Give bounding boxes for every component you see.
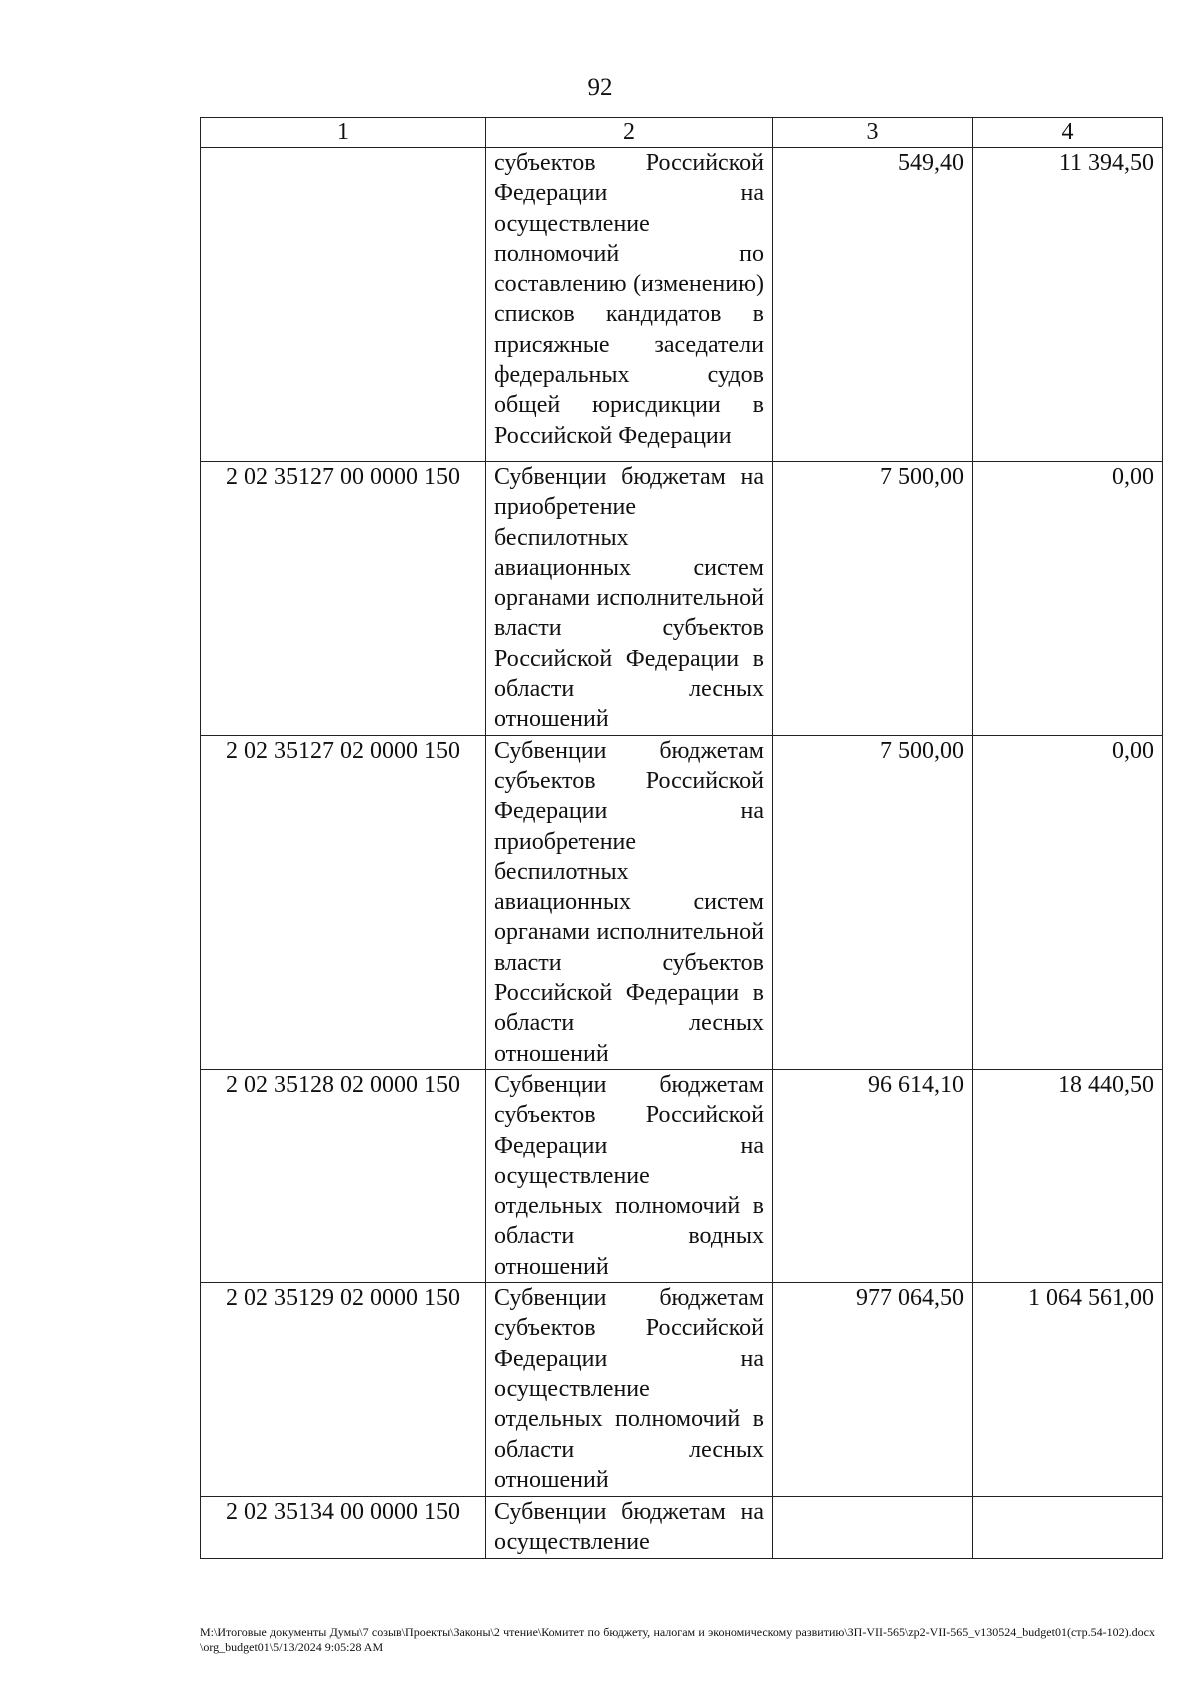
amount-col3: 7 500,00 — [773, 462, 973, 736]
income-description: субъектов Российской Федерации на осуществление полномочий по составлению (изменению) списков кандидатов в присяжные заседатели федеральных судов общей юрисдикции в Российской Федерации — [486, 148, 773, 462]
column-header-2: 2 — [486, 118, 773, 148]
amount-col4 — [973, 1497, 1163, 1559]
amount-col4: 0,00 — [973, 735, 1163, 1069]
amount-col3: 7 500,00 — [773, 735, 973, 1069]
amount-col3 — [773, 1497, 973, 1559]
table-row — [201, 1283, 1163, 1497]
amount-col4: 18 440,50 — [973, 1069, 1163, 1282]
income-description: Субвенции бюджетам субъектов Российской Федерации на осуществление отдельных полномочий в области водных отношений — [486, 1069, 773, 1282]
budget-code: 2 02 35128 02 0000 150 — [201, 1069, 486, 1282]
table-row — [201, 148, 1163, 462]
amount-col3: 96 614,10 — [773, 1069, 973, 1282]
budget-code — [201, 148, 486, 462]
table-row — [201, 1069, 1163, 1282]
amount-col4: 1 064 561,00 — [973, 1283, 1163, 1497]
budget-code: 2 02 35127 00 0000 150 — [201, 462, 486, 736]
column-header-1: 1 — [201, 118, 486, 148]
amount-col4: 0,00 — [973, 462, 1163, 736]
budget-code: 2 02 35127 02 0000 150 — [201, 735, 486, 1069]
table-row — [201, 1497, 1163, 1559]
amount-col3: 549,40 — [773, 148, 973, 462]
budget-code: 2 02 35134 00 0000 150 — [201, 1497, 486, 1559]
income-description: Субвенции бюджетам на приобретение беспилотных авиационных систем органами исполнительной власти субъектов Российской Федерации в области лесных отношений — [486, 462, 773, 736]
table-row — [201, 735, 1163, 1069]
income-description: Субвенции бюджетам субъектов Российской Федерации на осуществление отдельных полномочий в области лесных отношений — [486, 1283, 773, 1497]
income-description: Субвенции бюджетам субъектов Российской Федерации на приобретение беспилотных авиационных систем органами исполнительной власти субъектов Российской Федерации в области лесных отношений — [486, 735, 773, 1069]
budget-table — [200, 117, 1163, 1559]
amount-col4: 11 394,50 — [973, 148, 1163, 462]
document-file-path-footer: M:\Итоговые документы Думы\7 созыв\Проекты\Законы\2 чтение\Комитет по бюджету, налогам и экономическому развитию\ЗП-VII-565\zp2-VII-565_v130524_budget01(стр.54-102).docx\org_budget01\5/13/2024 9:05:28 AM — [200, 1625, 1155, 1654]
table-header-row — [201, 118, 1163, 148]
budget-code: 2 02 35129 02 0000 150 — [201, 1283, 486, 1497]
table-row — [201, 462, 1163, 736]
page-number: 92 — [587, 74, 613, 101]
column-header-4: 4 — [973, 118, 1163, 148]
amount-col3: 977 064,50 — [773, 1283, 973, 1497]
column-header-3: 3 — [773, 118, 973, 148]
income-description: Субвенции бюджетам на осуществление — [486, 1497, 773, 1559]
